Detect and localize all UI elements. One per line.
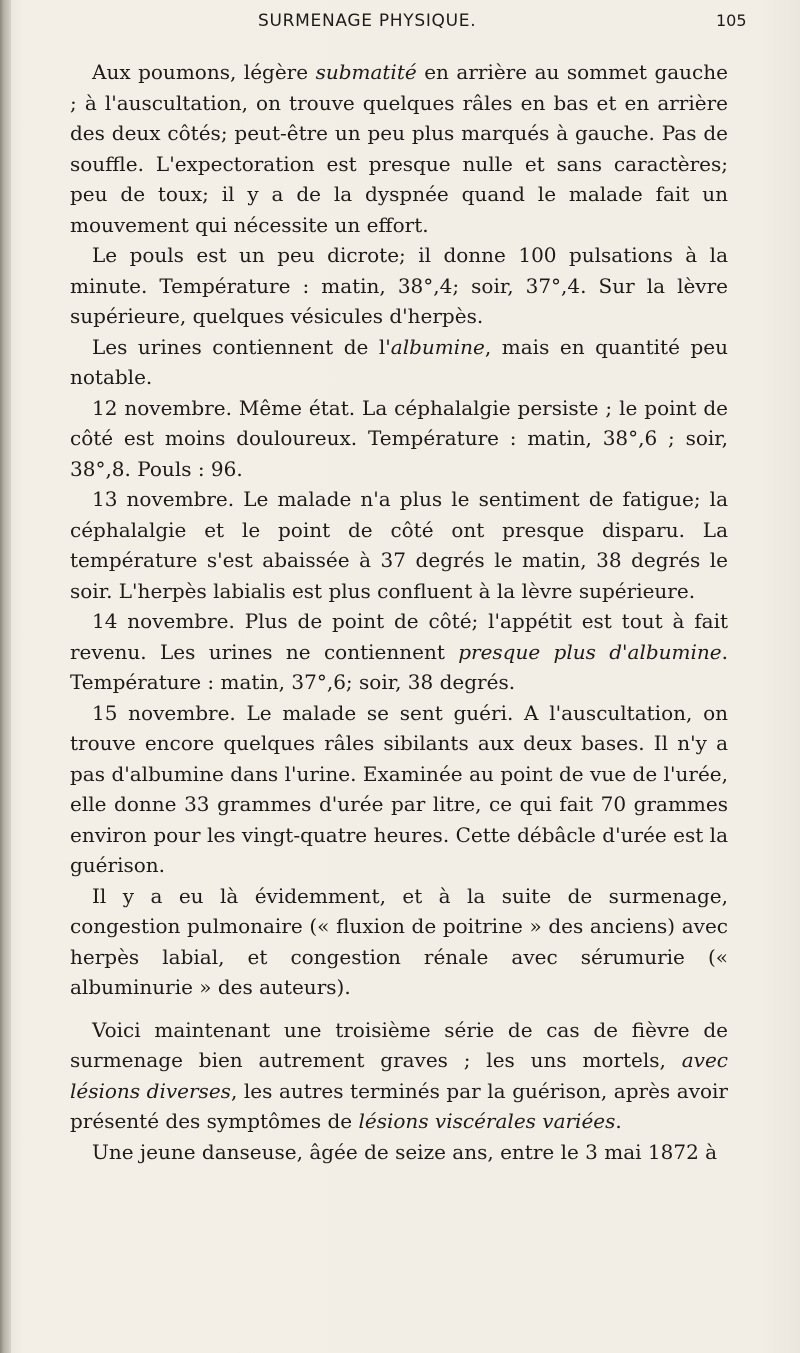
paragraph-young-dancer: Une jeune danseuse, âgée de seize ans, entre le 3 mai 1872 à bbox=[92, 1139, 718, 1164]
page-header bbox=[0, 9, 800, 37]
italic-albumine: albumine bbox=[390, 334, 485, 359]
italic-avec-lesions-diverses: avec lésions diverses bbox=[70, 1048, 728, 1103]
paragraph-lungs: Aux poumons, légère submatité en arrière au sommet gauche ; à l'auscultation, on trouve quelques râles en bas et en arrière des deux côtés; peut-être un peu plus marqués à gauche. Pas de souffle. L'expectoration est presque nulle et sans caractères; peu de toux; il y a de la dyspnée quand le malade fait un mouvement qui nécessite un effort. bbox=[70, 60, 728, 237]
body-text bbox=[70, 57, 728, 1167]
paragraph-summary: Il y a eu là évidemment, et à la suite de surmenage, congestion pulmonaire (« fluxion de poitrine » des anciens) avec herpès labial, et congestion rénale avec sérumurie (« albuminurie » des auteurs). bbox=[70, 883, 728, 999]
italic-presque-plus-d-albumine: presque plus d'albumine bbox=[458, 639, 722, 664]
page-number: 105 bbox=[716, 11, 747, 30]
italic-submatite: submatité bbox=[315, 60, 417, 84]
paragraph-november-15: 15 novembre. Le malade se sent guéri. A l'auscultation, on trouve encore quelques râles sibilants aux deux bases. Il n'y a pas d'albumine dans l'urine. Examinée au point de vue de l'urée, elle donne 33 grammes d'urée par litre, ce qui fait 70 grammes environ pour les vingt-quatre heures. Cette débâcle d'urée est la guérison. bbox=[70, 700, 728, 877]
paragraph-third-series: Voici maintenant une troisième série de cas de fièvre de surmenage bien autrement graves ; les uns mortels, avec lésions diverses, les autres terminés par la guérison, après avoir présenté des symptômes de lésions viscérales variées. bbox=[70, 1017, 728, 1133]
paragraph-november-14: 14 novembre. Plus de point de côté; l'appétit est tout à fait revenu. Les urines ne contiennent presque plus d'albumine. Température : matin, 37°,6; soir, 38 degrés. bbox=[70, 609, 728, 694]
running-head: SURMENAGE PHYSIQUE. bbox=[258, 11, 477, 31]
paragraph-pulse: Le pouls est un peu dicrote; il donne 100 pulsations à la minute. Température : matin, 38°,4; soir, 37°,4. Sur la lèvre supérieure, quelques vésicules d'herpès. bbox=[70, 243, 728, 328]
paragraph-urine: Les urines contiennent de l'albumine, mais en quantité peu notable. bbox=[70, 334, 728, 389]
italic-lesions-viscerales-variees: lésions viscérales variées bbox=[358, 1109, 616, 1133]
paragraph-november-13: 13 novembre. Le malade n'a plus le sentiment de fatigue; la céphalalgie et le point de côté ont presque disparu. La température s'est abaissée à 37 degrés le matin, 38 degrés le soir. L'herpès labialis est plus confluent à la lèvre supérieure. bbox=[70, 487, 728, 603]
paragraph-november-12: 12 novembre. Même état. La céphalalgie persiste ; le point de côté est moins douloureux. Température : matin, 38°,6 ; soir, 38°,8. Pouls : 96. bbox=[70, 395, 728, 481]
page-binding-shadow bbox=[0, 0, 11, 1353]
